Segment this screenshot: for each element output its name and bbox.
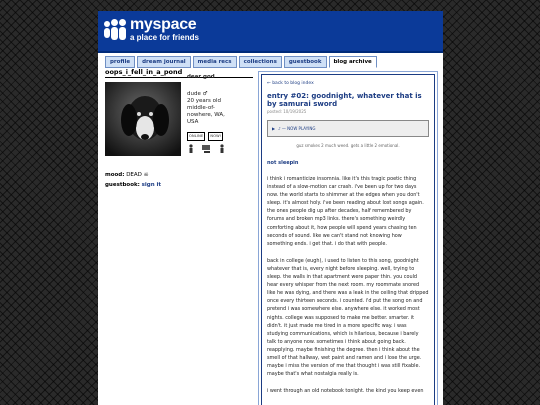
online-person-icon <box>187 144 195 154</box>
guestbook-line <box>105 182 161 188</box>
tab-dream-journal[interactable]: dream journal <box>137 56 191 68</box>
profile-username: oops_i_fell_in_a_pond <box>105 68 253 78</box>
site-tagline: a place for friends <box>130 33 199 42</box>
male-icon: ♂ <box>202 91 208 97</box>
entry-paragraph: back in college (eugh), i used to listen to this song, goodnight whatever that is, every night before sleeping. well, trying to sleep. the walls in that apartment were paper thin. you could hear every whisper from the next room. my roommate snored like he was dying, and there was a leak in the ceiling that dripped once every thirteen seconds. i counted. i'd put the song on and pretend i was somewhere else. anywhere else. it worked most nights. college was supposed to make me better. smarter. it didn't. it just made me tired in a more specific way. i was studying communications, which is hilarious, because i barely talk to anyone now. sometimes i think about going back. reapplying. maybe finishing the degree. then i think about the smell of that hallway, wet paint and ramen and i lose the urge. maybe i miss the version of me that thought i was still fixable. maybe that's what nostalgia really is. <box>267 257 429 378</box>
tab-media-recs[interactable]: media recs <box>193 56 237 68</box>
site-title: myspace <box>130 16 197 33</box>
now-badge: NOW! <box>208 132 223 141</box>
skull-icon: ☠ <box>143 172 149 178</box>
profile-location-2: nowhere, WA, <box>187 112 225 118</box>
mood-line <box>105 172 149 178</box>
tab-collections[interactable]: collections <box>239 56 282 68</box>
online-person-icon <box>218 144 226 154</box>
people-icon <box>104 19 126 41</box>
profile-age: 20 years old <box>187 98 222 104</box>
profile-page <box>98 11 443 405</box>
profile-location-1: middle-of- <box>187 105 215 111</box>
profile-status: dear god <box>187 74 215 80</box>
profile-info <box>187 74 255 154</box>
entry-paragraph: i think i romanticize insomnia. like it's this tragic poetic thing instead of a slow-motion car crash. i've been up for two days now. the world starts to shimmer at the edges when you don't sleep. it's almost holy. i've been reading about lost songs again. the ones people dig up after decades, half remembered by forums and broken mp3 links. there's something weirdly comforting about it, how people will spend years chasing ten seconds of sound. like we can't stand not knowing how something ends. i get that. i do that with people. <box>267 176 424 247</box>
entry-title: entry #02: goodnight, whatever that is by samurai sword <box>267 92 422 108</box>
tab-blog-archive[interactable]: blog archive <box>329 56 377 68</box>
avatar[interactable] <box>105 82 181 156</box>
entry-posted-date: posted: 10/19/2025 <box>267 109 307 114</box>
entry-caption: guz smokes 2 much weed. gets a little 2 emotional. <box>296 143 400 148</box>
tab-guestbook[interactable]: guestbook <box>284 56 327 68</box>
entry-paragraph: i went through an old notebook tonight. the kind you keep even <box>267 388 424 395</box>
now-playing-label: ♪ — NOW PLAYING <box>278 126 316 131</box>
guestbook-label: guestbook: <box>105 182 140 188</box>
mood-label: mood: <box>105 172 125 178</box>
online-badge: ONLINE <box>187 132 205 141</box>
sign-guestbook-link[interactable]: sign it <box>141 182 162 188</box>
tab-bar <box>105 56 377 68</box>
tab-profile[interactable]: profile <box>105 56 135 68</box>
mood-value: DEAD <box>126 172 142 178</box>
profile-sidebar <box>105 68 255 188</box>
back-to-blog-index-link[interactable]: ← back to blog index <box>267 81 314 86</box>
play-icon[interactable]: ▶ <box>272 126 276 131</box>
site-header <box>98 11 443 53</box>
online-badges <box>187 132 255 141</box>
section-heading: not sleepin <box>267 160 299 166</box>
blog-entry-content <box>261 74 435 405</box>
myspace-logo[interactable] <box>104 17 199 42</box>
music-player <box>267 120 429 137</box>
profile-country: USA <box>187 119 199 125</box>
online-computer-icon <box>201 144 212 154</box>
online-figures <box>187 144 255 154</box>
profile-gender: dude ♂ <box>187 91 208 97</box>
blog-entry-panel <box>258 71 438 405</box>
